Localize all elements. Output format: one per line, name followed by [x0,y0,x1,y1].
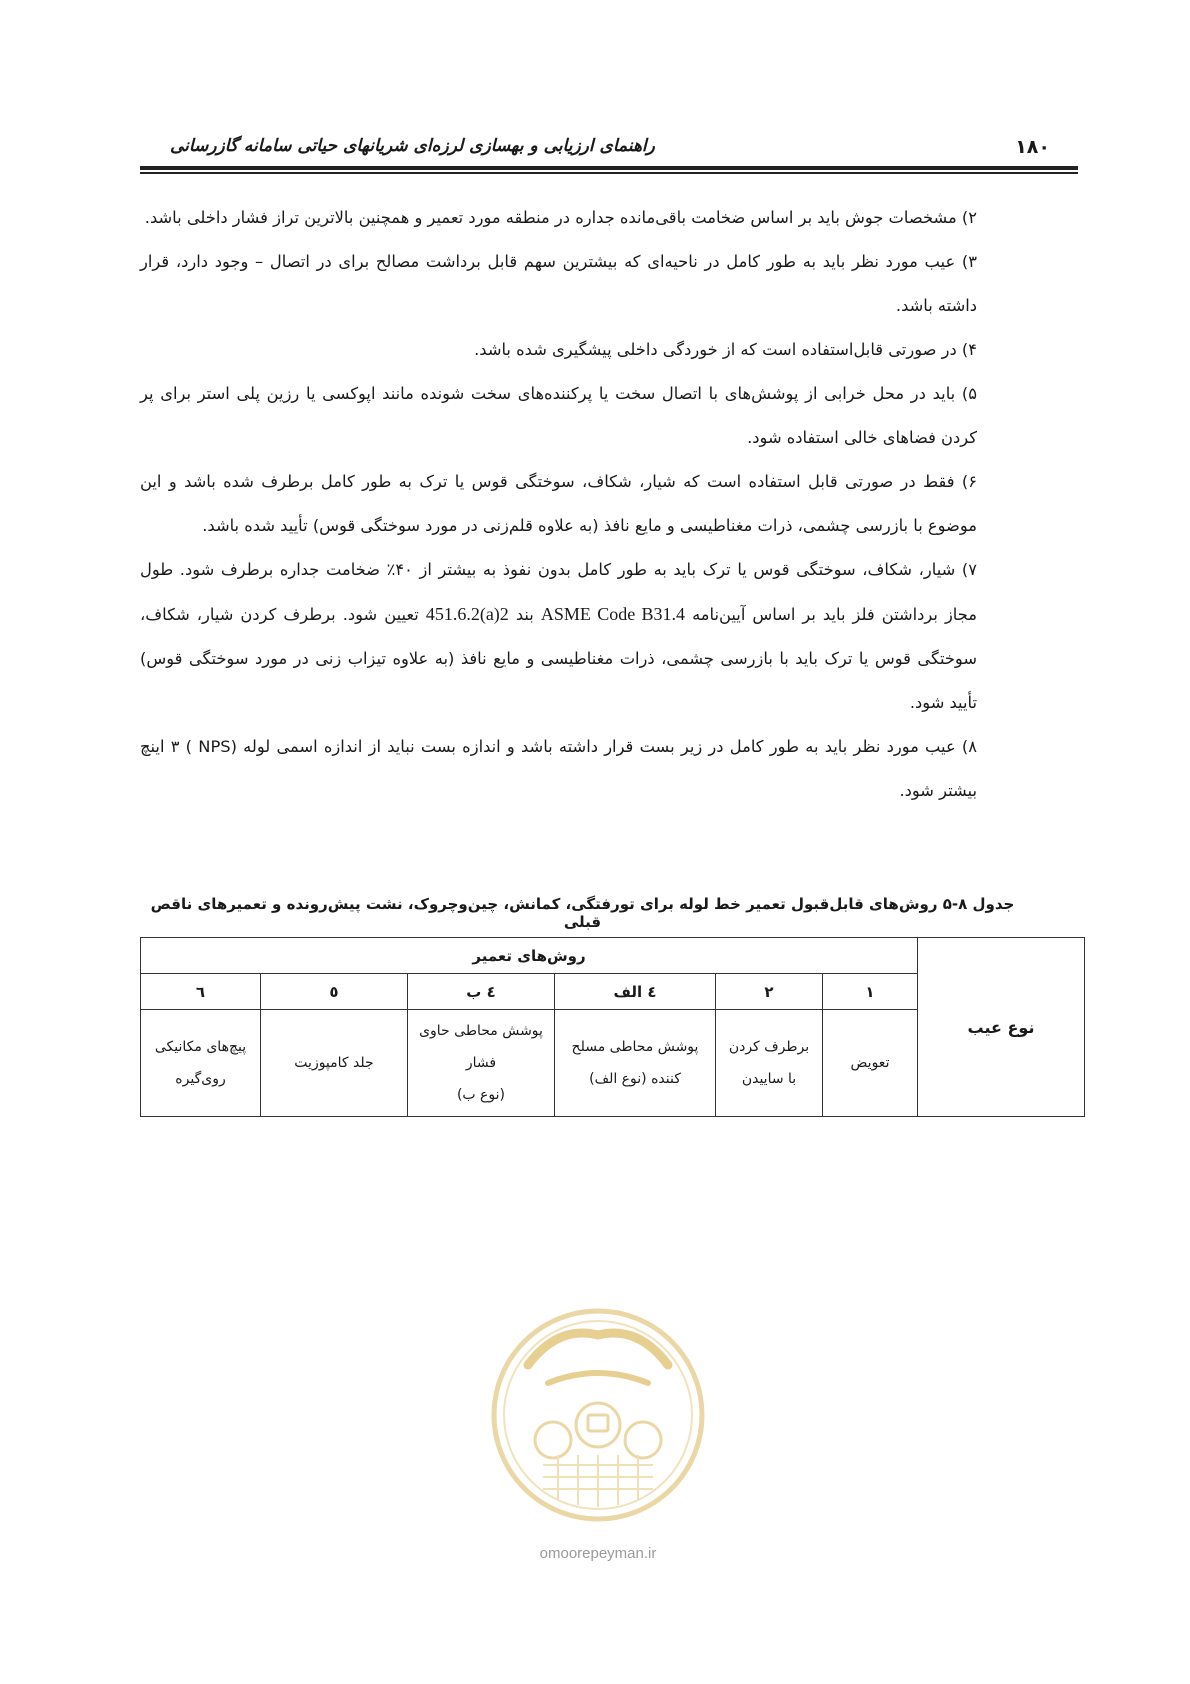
notes-list [140,196,977,813]
cell-line: برطرف کردن [728,1039,810,1055]
running-title: راهنمای ارزیابی و بهسازی لرزه‌ای شریانهای حیاتی سامانه گازرسانی [170,136,655,156]
cell-line: با ساییدن [741,1071,797,1087]
table-cell [141,1010,261,1117]
table-caption: جدول ۸-۵ روش‌های قابل‌قبول تعمیر خط لوله برای تورفتگی، کمانش، چین‌وچروک، نشت پیش‌رونده و تعمیرهای ناقص قبلی [150,895,1015,931]
page-number: ۱۸۰ [1015,136,1050,158]
note-item [140,548,977,725]
table-cell [555,1010,716,1117]
repair-methods-header: روش‌های تعمیر [141,938,918,974]
note-item: ۶) فقط در صورتی قابل استفاده است که شیار، شکاف، سوختگی قوس یا ترک به طور کامل برطرف شده باشد و این موضوع با بازرسی چشمی، ذرات مغناطیسی و مایع نافذ (به علاوه قلم‌زنی در مورد سوختگی قوس) تأیید شده باشد. [140,472,977,535]
repair-methods-table [140,937,1085,1117]
table-cell [408,1010,555,1117]
note-text: ۷) شیار، شکاف، سوختگی قوس یا ترک باید به طور کامل بدون نفوذ به بیشتر از ۴۰٪ ضخامت جداره برطرف شود. طول مجاز برداشتن فلز باید بر اساس آیین‌نامه [140,560,977,624]
column-header: ٤ الف [555,974,716,1010]
column-header: ٥ [261,974,408,1010]
code-reference: ASME Code B31.4 [540,604,686,624]
cell-line: جلد کامپوزیت [294,1055,374,1071]
header-rule-thin [140,172,1078,174]
note-text: تعیین شود. برطرف کردن شیار، شکاف، سوختگی قوس یا ترک باید با بازرسی چشمی، ذرات مغناطیسی و مایع نافذ (به علاوه تیزاب زنی در مورد سوختگی قوس) تأیید شود. [140,605,977,712]
note-item: ۵) باید در محل خرابی از پوشش‌های با اتصال سخت یا پرکننده‌های سخت شونده مانند اپوکسی یا رزین پلی استر برای پر کردن فضاهای خالی استفاده شود. [140,384,977,447]
table-cell [261,1010,408,1117]
cell-line: تعویض [850,1055,890,1071]
cell-line: روی‌گیره [175,1071,226,1087]
cell-line: فشار [465,1055,497,1071]
page-header [140,128,1080,168]
note-item: ۸) عیب مورد نظر باید به طور کامل در زیر بست قرار داشته باشد و اندازه بست نباید از اندازه اسمی لوله (NPS ) ۳ اینچ بیشتر شود. [140,737,977,800]
defect-type-header: نوع عیب [918,938,1085,1117]
column-header: ۱ [823,974,918,1010]
column-header: ٦ [141,974,261,1010]
note-item: ۴) در صورتی قابل‌استفاده است که از خوردگی داخلی پیشگیری شده باشد. [474,340,977,359]
cell-line: پوشش محاطی مسلح [571,1039,699,1055]
cell-line: پوشش محاطی حاوی [419,1023,543,1039]
note-item: ۳) عیب مورد نظر باید به طور کامل در ناحیه‌ای که بیشترین سهم قابل برداشت مصالح برای در اتصال – وجود دارد، قرار داشته باشد. [140,252,977,315]
table-cell [716,1010,823,1117]
cell-line: پیچ‌های مکانیکی [154,1039,247,1055]
note-text: بند [508,605,541,624]
watermark-logo-icon [488,1305,708,1525]
clause-reference: 451.6.2(a)2 [425,604,509,624]
column-header: ۲ [716,974,823,1010]
column-header: ٤ ب [408,974,555,1010]
cell-line: کننده (نوع الف) [589,1071,681,1087]
cell-line: (نوع ب) [456,1087,506,1103]
note-item: ۲) مشخصات جوش باید بر اساس ضخامت باقی‌مانده جداره در منطقه مورد تعمیر و همچنین بالاترین تراز فشار داخلی باشد. [144,208,977,227]
header-rule-thick [140,166,1078,170]
table-cell [823,1010,918,1117]
watermark-url: omoorepeyman.ir [539,1545,657,1562]
